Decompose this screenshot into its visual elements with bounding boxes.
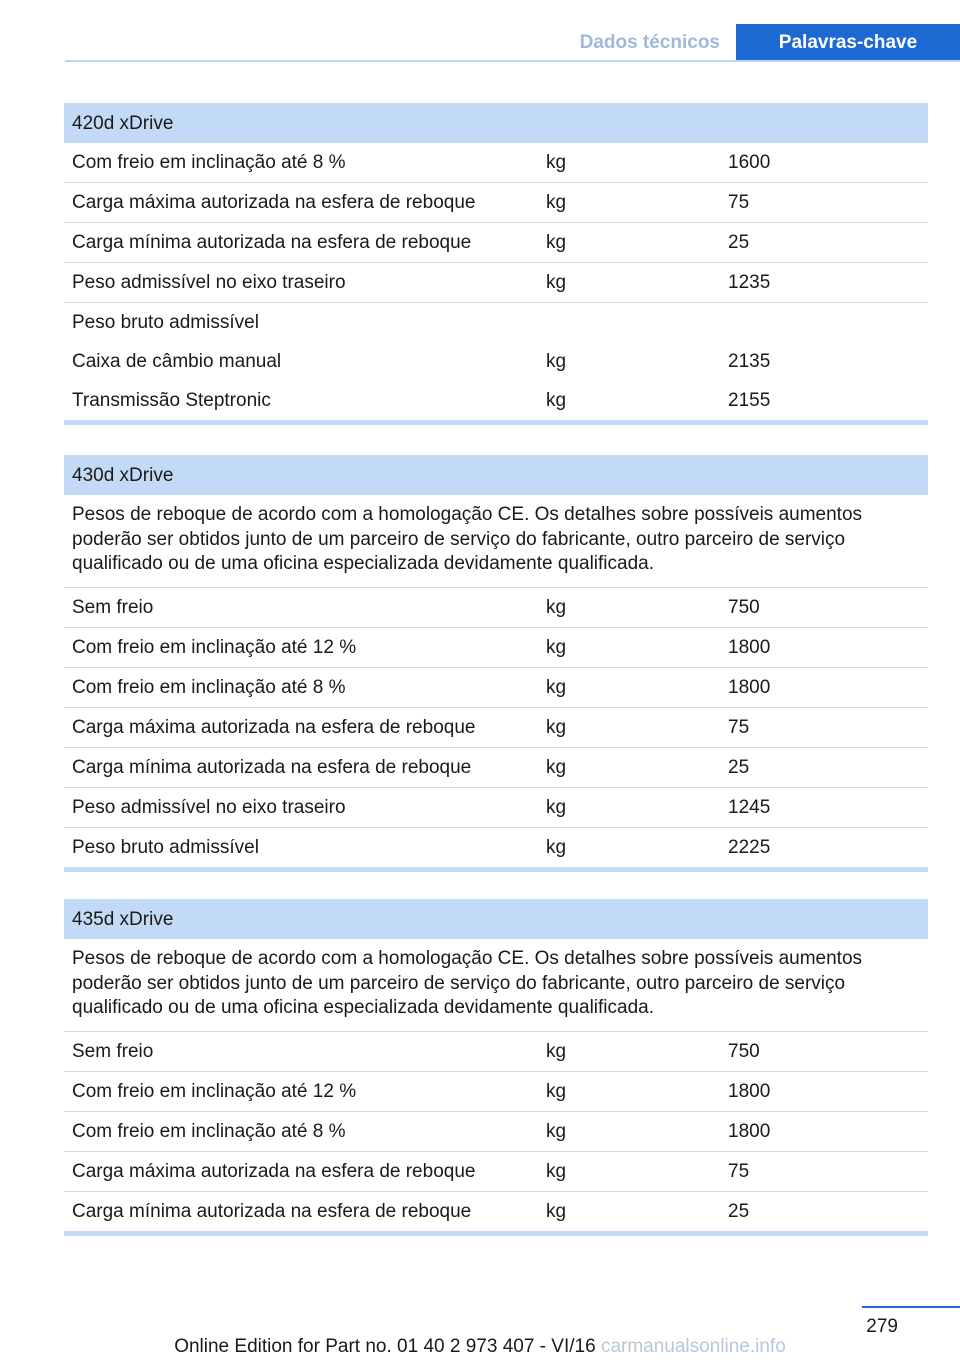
row-unit: kg bbox=[546, 272, 567, 293]
row-unit: kg bbox=[546, 351, 567, 372]
table-note: Pesos de reboque de acordo com a homologação CE. Os detalhes sobre possíveis aumentos poderão ser obtidos junto de um parceiro de serviço do fabricante, outro parceiro de serviço qualificado ou de uma oficina especializada devidamente qualificada. bbox=[64, 495, 928, 588]
row-unit: kg bbox=[546, 192, 567, 213]
row-unit: kg bbox=[546, 1040, 567, 1062]
row-value: 1800 bbox=[728, 1080, 771, 1102]
row-label: Carga mínima autorizada na esfera de reboque bbox=[72, 232, 472, 253]
row-value bbox=[720, 303, 928, 342]
row-value: 25 bbox=[728, 232, 750, 253]
row-value: 2135 bbox=[728, 351, 771, 372]
row-unit: kg bbox=[546, 152, 567, 173]
row-unit: kg bbox=[546, 676, 567, 698]
top-navigation bbox=[0, 24, 960, 62]
footer-watermark: carmanualsonline.info bbox=[600, 1336, 786, 1357]
row-label: Carga mínima autorizada na esfera de reboque bbox=[72, 756, 472, 778]
row-unit: kg bbox=[546, 836, 567, 858]
table-row bbox=[64, 708, 928, 748]
row-unit: kg bbox=[546, 390, 567, 411]
row-unit: kg bbox=[546, 1200, 567, 1222]
table-row bbox=[64, 263, 928, 303]
row-unit: kg bbox=[546, 636, 567, 658]
row-unit: kg bbox=[546, 796, 567, 818]
row-value: 1600 bbox=[728, 152, 771, 173]
row-label: Com freio em inclinação até 8 % bbox=[72, 152, 346, 173]
page-number: 279 bbox=[866, 1316, 898, 1337]
row-label: Peso admissível no eixo traseiro bbox=[72, 272, 346, 293]
row-label: Peso bruto admissível bbox=[72, 312, 259, 333]
row-unit bbox=[538, 303, 720, 342]
table-row bbox=[64, 588, 928, 628]
table-title: 430d xDrive bbox=[64, 455, 928, 495]
row-label: Carga mínima autorizada na esfera de reboque bbox=[72, 1200, 472, 1222]
row-value: 25 bbox=[728, 1200, 750, 1222]
table-row bbox=[64, 183, 928, 223]
table-end-bar bbox=[64, 420, 928, 425]
row-label: Com freio em inclinação até 8 % bbox=[72, 676, 346, 698]
row-label: Peso bruto admissível bbox=[72, 836, 259, 858]
row-label: Carga máxima autorizada na esfera de reboque bbox=[72, 192, 476, 213]
row-label: Carga máxima autorizada na esfera de reboque bbox=[72, 1160, 476, 1182]
row-label: Peso admissível no eixo traseiro bbox=[72, 796, 346, 818]
table-row bbox=[64, 668, 928, 708]
table-row bbox=[64, 628, 928, 668]
row-value: 1800 bbox=[728, 636, 771, 658]
row-value: 1235 bbox=[728, 272, 771, 293]
row-value: 1245 bbox=[728, 796, 771, 818]
table-row bbox=[64, 143, 928, 183]
row-unit: kg bbox=[546, 756, 567, 778]
row-value: 750 bbox=[728, 1040, 760, 1062]
table-title: 420d xDrive bbox=[64, 103, 928, 143]
row-label: Caixa de câmbio manual bbox=[72, 351, 282, 372]
page-number-rule bbox=[862, 1306, 960, 1308]
row-unit: kg bbox=[546, 596, 567, 618]
row-value: 75 bbox=[728, 192, 750, 213]
table-row bbox=[64, 1112, 928, 1152]
row-unit: kg bbox=[546, 716, 567, 738]
table-row bbox=[64, 748, 928, 788]
table-end-bar bbox=[64, 1231, 928, 1236]
row-label: Carga máxima autorizada na esfera de reboque bbox=[72, 716, 476, 738]
tab-dados-tecnicos[interactable]: Dados técnicos bbox=[579, 32, 720, 53]
row-value: 2225 bbox=[728, 836, 771, 858]
row-value: 75 bbox=[728, 1160, 750, 1182]
table-title: 435d xDrive bbox=[64, 899, 928, 939]
row-label: Com freio em inclinação até 12 % bbox=[72, 636, 357, 658]
row-value: 75 bbox=[728, 716, 750, 738]
row-label: Sem freio bbox=[72, 596, 154, 618]
row-unit: kg bbox=[546, 1080, 567, 1102]
table-note: Pesos de reboque de acordo com a homologação CE. Os detalhes sobre possíveis aumentos poderão ser obtidos junto de um parceiro de serviço do fabricante, outro parceiro de serviço qualificado ou de uma oficina especializada devidamente qualificada. bbox=[64, 939, 928, 1032]
table-row bbox=[64, 223, 928, 263]
row-label: Com freio em inclinação até 8 % bbox=[72, 1120, 346, 1142]
row-label: Sem freio bbox=[72, 1040, 154, 1062]
table-430d-xdrive bbox=[64, 455, 928, 872]
row-unit: kg bbox=[546, 1120, 567, 1142]
table-row bbox=[64, 788, 928, 828]
table-row bbox=[64, 1032, 928, 1072]
footer bbox=[0, 1336, 960, 1358]
row-value: 25 bbox=[728, 756, 750, 778]
footer-edition: Online Edition for Part no. 01 40 2 973 407 - VI/16 bbox=[174, 1336, 596, 1357]
row-unit: kg bbox=[546, 232, 567, 253]
table-row bbox=[64, 1072, 928, 1112]
row-value: 750 bbox=[728, 596, 760, 618]
table-435d-xdrive bbox=[64, 899, 928, 1236]
tab-palavras-chave[interactable]: Palavras-chave bbox=[736, 24, 960, 62]
row-value: 1800 bbox=[728, 1120, 771, 1142]
table-row bbox=[64, 381, 928, 420]
row-unit: kg bbox=[546, 1160, 567, 1182]
row-value: 2155 bbox=[728, 390, 771, 411]
row-value: 1800 bbox=[728, 676, 771, 698]
table-row bbox=[64, 828, 928, 867]
table-end-bar bbox=[64, 867, 928, 872]
row-label: Com freio em inclinação até 12 % bbox=[72, 1080, 357, 1102]
table-row bbox=[64, 303, 928, 342]
table-row bbox=[64, 1152, 928, 1192]
row-label: Transmissão Steptronic bbox=[72, 390, 271, 411]
table-row bbox=[64, 1192, 928, 1231]
header-rule bbox=[65, 60, 960, 62]
table-420d-xdrive bbox=[64, 103, 928, 425]
table-row bbox=[64, 342, 928, 381]
